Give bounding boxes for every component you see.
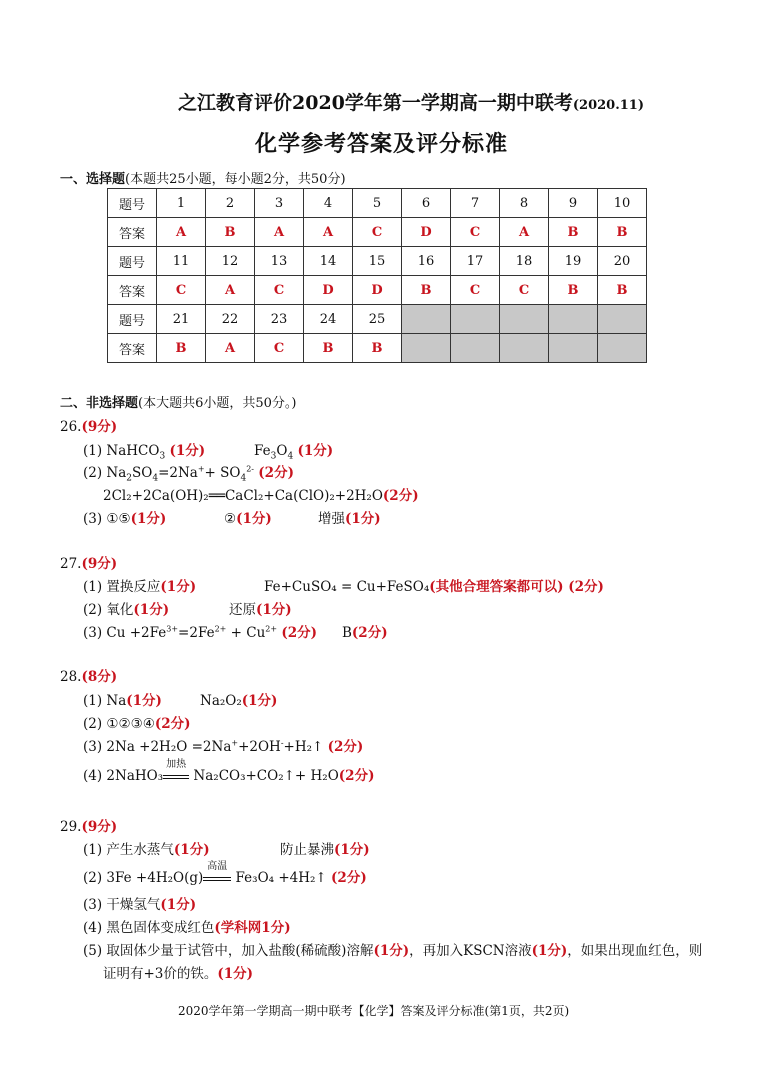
question-number: 13 — [255, 247, 304, 276]
page-footer: 2020学年第一学期高一期中联考【化学】答案及评分标准(第1页，共2页) — [178, 1004, 570, 1018]
q27-line1-b: Fe+CuSO₄ = Cu+FeSO₄(其他合理答案都可以) (2分) — [264, 579, 604, 595]
answer-cell: C — [500, 276, 549, 305]
q28-line1: (1) Na(1分) — [83, 693, 162, 709]
question-number: 23 — [255, 305, 304, 334]
question-number: 14 — [304, 247, 353, 276]
answer-cell: C — [353, 218, 402, 247]
q28-line1-b: Na₂O₂(1分) — [200, 693, 278, 709]
condition-arrow: 加热 — [163, 768, 189, 784]
page-title: 之江教育评价2020学年第一学期高一期中联考(2020.11) — [178, 92, 644, 114]
answer-cell: A — [206, 276, 255, 305]
q27-header: 27.(9分) — [60, 556, 118, 572]
table-row-answers — [108, 334, 647, 363]
q27-line2-b: 还原(1分) — [229, 602, 292, 618]
answer-cell: B — [304, 334, 353, 363]
question-number: 7 — [451, 189, 500, 218]
row-label-question: 题号 — [108, 305, 157, 334]
q26-line1: (1) NaHCO$_3$ (1分) — [83, 443, 206, 462]
question-number: 11 — [157, 247, 206, 276]
q26-line4: (3) ①⑤(1分) — [83, 511, 167, 527]
answer-cell: B — [549, 276, 598, 305]
table-row-numbers — [108, 189, 647, 218]
row-label-answer: 答案 — [108, 218, 157, 247]
question-number: 24 — [304, 305, 353, 334]
question-number: 1 — [157, 189, 206, 218]
table-row-numbers — [108, 305, 647, 334]
q29-line1-b: 防止暴沸(1分) — [280, 842, 370, 858]
empty-cell — [598, 305, 647, 334]
q26-line4-b: ②(1分) — [224, 511, 272, 527]
empty-cell — [402, 334, 451, 363]
q29-line1: (1) 产生水蒸气(1分) — [83, 842, 210, 858]
empty-cell — [402, 305, 451, 334]
q28-line4: (4) 2NaHO₃ 加热 Na₂CO₃+CO₂↑+ H₂O(2分) — [83, 759, 375, 784]
section1-heading: 一、选择题(本题共25小题，每小题2分，共50分) — [60, 172, 346, 187]
answer-cell: B — [206, 218, 255, 247]
answer-cell: D — [304, 276, 353, 305]
row-label-answer: 答案 — [108, 276, 157, 305]
q28-line2: (2) ①②③④(2分) — [83, 716, 191, 732]
question-number: 19 — [549, 247, 598, 276]
q27-line1: (1) 置换反应(1分) — [83, 579, 197, 595]
q26-line3: 2Cl₂+2Ca(OH)₂══CaCl₂+Ca(ClO)₂+2H₂O(2分) — [103, 488, 419, 504]
question-number: 21 — [157, 305, 206, 334]
row-label-question: 题号 — [108, 189, 157, 218]
q29-line3: (3) 干燥氢气(1分) — [83, 897, 197, 913]
question-number: 20 — [598, 247, 647, 276]
q27-line3-b: B(2分) — [342, 625, 388, 641]
q26-line4-c: 增强(1分) — [318, 511, 381, 527]
answer-cell: A — [304, 218, 353, 247]
question-number: 2 — [206, 189, 255, 218]
answer-cell: B — [157, 334, 206, 363]
question-number: 15 — [353, 247, 402, 276]
section2-heading: 二、非选择题(本大题共6小题，共50分。) — [60, 396, 297, 411]
answer-cell: D — [402, 218, 451, 247]
question-number: 10 — [598, 189, 647, 218]
answer-cell: C — [255, 334, 304, 363]
table-row-answers — [108, 218, 647, 247]
q26-line1-b: $Fe_3O_4$ (1分) — [254, 443, 334, 462]
q29-line5: (5) 取固体少量于试管中，加入盐酸(稀硫酸)溶解(1分)，再加入KSCN溶液(1分)，如果出现血红色，则 — [83, 943, 703, 959]
answer-cell: A — [157, 218, 206, 247]
q29-line2: (2) 3Fe +4H₂O(g) 高温 Fe₃O₄ +4H₂↑ (2分) — [83, 861, 367, 886]
answer-cell: C — [255, 276, 304, 305]
question-number: 22 — [206, 305, 255, 334]
q28-header: 28.(8分) — [60, 669, 118, 685]
condition-arrow: 高温 — [203, 870, 231, 886]
answer-cell: C — [157, 276, 206, 305]
question-number: 12 — [206, 247, 255, 276]
q27-line3: (3) $Cu +2Fe^{3+}=2Fe^{2+} + Cu^{2+}$ (2分) — [83, 624, 318, 641]
table-row-numbers — [108, 247, 647, 276]
answer-cell: D — [353, 276, 402, 305]
q28-line3: (3) 2Na +2H₂O =2Na++2OH-+H₂↑ (2分) — [83, 738, 364, 755]
empty-cell — [500, 305, 549, 334]
question-number: 3 — [255, 189, 304, 218]
answer-cell: B — [598, 276, 647, 305]
question-number: 17 — [451, 247, 500, 276]
empty-cell — [549, 334, 598, 363]
empty-cell — [500, 334, 549, 363]
row-label-answer: 答案 — [108, 334, 157, 363]
empty-cell — [598, 334, 647, 363]
exam-date: (2020.11) — [572, 98, 644, 113]
answer-cell: B — [353, 334, 402, 363]
table-row-answers — [108, 276, 647, 305]
answer-cell: A — [255, 218, 304, 247]
q29-header: 29.(9分) — [60, 819, 118, 835]
empty-cell — [451, 334, 500, 363]
question-number: 18 — [500, 247, 549, 276]
answer-cell: C — [451, 218, 500, 247]
q29-line4: (4) 黑色固体变成红色(学科网1分) — [83, 920, 291, 936]
question-number: 25 — [353, 305, 402, 334]
q29-line6: 证明有+3价的铁。(1分) — [103, 966, 254, 982]
empty-cell — [451, 305, 500, 334]
answer-cell: A — [206, 334, 255, 363]
answer-cell: C — [451, 276, 500, 305]
empty-cell — [549, 305, 598, 334]
q26-line2: (2) $Na_2SO_4=2Na^++ SO_4^{2-}$ (2分) — [83, 464, 294, 484]
answer-cell: A — [500, 218, 549, 247]
row-label-question: 题号 — [108, 247, 157, 276]
question-number: 8 — [500, 189, 549, 218]
question-number: 16 — [402, 247, 451, 276]
question-number: 6 — [402, 189, 451, 218]
answer-table — [107, 188, 647, 363]
q26-header: 26.(9分) — [60, 419, 118, 435]
answer-cell: B — [598, 218, 647, 247]
question-number: 5 — [353, 189, 402, 218]
answer-cell: B — [549, 218, 598, 247]
q27-line2: (2) 氧化(1分) — [83, 602, 170, 618]
answer-cell: B — [402, 276, 451, 305]
question-number: 4 — [304, 189, 353, 218]
question-number: 9 — [549, 189, 598, 218]
page-subtitle: 化学参考答案及评分标准 — [255, 131, 509, 157]
